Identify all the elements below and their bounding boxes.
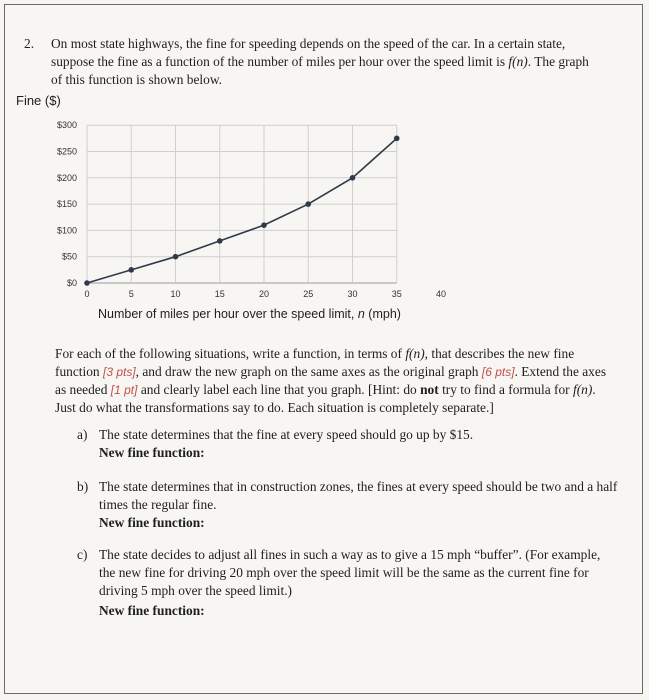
x-tick-label: 10 bbox=[170, 289, 181, 299]
instr-2b: , and draw the new graph on the same axes as the original graph bbox=[135, 364, 479, 379]
part-c-prompt: New fine function: bbox=[99, 603, 205, 618]
y-tick-label: $150 bbox=[56, 199, 77, 210]
data-point bbox=[217, 238, 223, 244]
instr-1-fn: f(n) bbox=[405, 346, 425, 361]
function-f-of-n: f(n) bbox=[508, 54, 528, 69]
problem-line-1: On most state highways, the fine for speeding depends on the speed of the car. In a certain state, bbox=[51, 36, 566, 51]
x-tick-label: 20 bbox=[258, 289, 270, 299]
part-a-prompt: New fine function: bbox=[99, 445, 205, 460]
x-tick-label: 35 bbox=[391, 289, 402, 299]
chart-grid bbox=[87, 125, 397, 283]
instr-2a: function bbox=[55, 364, 100, 379]
y-tick-label: $300 bbox=[56, 120, 77, 131]
part-c-text-3: driving 5 mph over the speed limit.) bbox=[99, 583, 293, 598]
problem-line-2-end: . The graph bbox=[527, 54, 589, 69]
instr-3d: . bbox=[592, 382, 596, 397]
x-tick-label: 0 bbox=[84, 289, 90, 299]
y-tick-label: $200 bbox=[56, 172, 77, 183]
y-tick-label: $100 bbox=[56, 225, 77, 236]
y-tick-label: $50 bbox=[61, 251, 77, 262]
instr-3b: and clearly label each line that you graph. [Hint: do bbox=[140, 382, 417, 397]
x-tick-label: 40 bbox=[435, 289, 447, 299]
x-axis-label-text: Number of miles per hour over the speed limit, bbox=[98, 307, 355, 321]
part-a-label: a) bbox=[77, 427, 88, 442]
part-b-text-2: times the regular fine. bbox=[99, 497, 217, 512]
y-tick-label: $250 bbox=[56, 146, 77, 157]
points-badge-1: [1 pt] bbox=[110, 383, 138, 397]
part-c-text-1: The state decides to adjust all fines in such a way as to give a 15 mph “buffer”. (For example, bbox=[99, 547, 601, 562]
fine-curve bbox=[87, 138, 397, 283]
y-tick-label: $0 bbox=[66, 278, 77, 288]
instr-2c: . Extend the axes bbox=[514, 364, 607, 379]
points-badge-3: [3 pts] bbox=[102, 365, 136, 379]
data-point bbox=[261, 222, 267, 228]
problem-line-2 bbox=[51, 53, 589, 71]
instructions-line-3 bbox=[55, 381, 596, 399]
part-c-text-2: the new fine for driving 20 mph over the speed limit will be the same as the current fine for bbox=[99, 565, 589, 580]
instr-1a: For each of the following situations, write a function, in terms of bbox=[55, 346, 402, 361]
part-b-text-1: The state determines that in construction zones, the fines at every speed should be two and a half bbox=[99, 479, 618, 494]
instr-3a: as needed bbox=[55, 382, 108, 397]
x-tick-label: 5 bbox=[128, 289, 134, 299]
instructions-line-2 bbox=[55, 363, 606, 381]
instr-1b: , that describes the new fine bbox=[424, 346, 575, 361]
problem-number: 2. bbox=[24, 36, 35, 51]
chart-x-axis-label bbox=[98, 305, 401, 323]
problem-line-2-text: suppose the fine as a function of the number of miles per hour over the speed limit is bbox=[51, 54, 506, 69]
part-b-label: b) bbox=[77, 479, 89, 494]
data-point bbox=[128, 267, 134, 273]
x-tick-label: 30 bbox=[347, 289, 358, 299]
chart-y-ticks bbox=[57, 120, 77, 288]
x-tick-label: 25 bbox=[303, 289, 314, 299]
instructions-line-1 bbox=[55, 345, 574, 363]
problem-line-3: of this function is shown below. bbox=[51, 72, 222, 87]
instructions-line-4: Just do what the transformations say to do. Each situation is completely separate.] bbox=[55, 400, 494, 415]
chart-x-ticks bbox=[84, 289, 446, 299]
data-point bbox=[173, 254, 179, 260]
instr-3-not: not bbox=[420, 382, 439, 397]
part-b-prompt: New fine function: bbox=[99, 515, 205, 530]
data-point bbox=[305, 201, 311, 207]
points-badge-6: [6 pts] bbox=[481, 365, 515, 379]
data-point bbox=[84, 280, 90, 286]
x-axis-label-unit: (mph) bbox=[368, 307, 401, 321]
part-a-text: The state determines that the fine at every speed should go up by $15. bbox=[99, 427, 474, 442]
instr-3c: try to find a formula for bbox=[442, 382, 570, 397]
data-point bbox=[350, 175, 356, 181]
x-axis-label-variable: n bbox=[357, 307, 365, 321]
instr-3-fn: f(n) bbox=[572, 382, 593, 397]
chart-y-axis-label: Fine ($) bbox=[16, 93, 61, 108]
data-point bbox=[394, 136, 400, 142]
x-tick-label: 15 bbox=[214, 289, 225, 299]
part-c-label: c) bbox=[77, 547, 88, 562]
